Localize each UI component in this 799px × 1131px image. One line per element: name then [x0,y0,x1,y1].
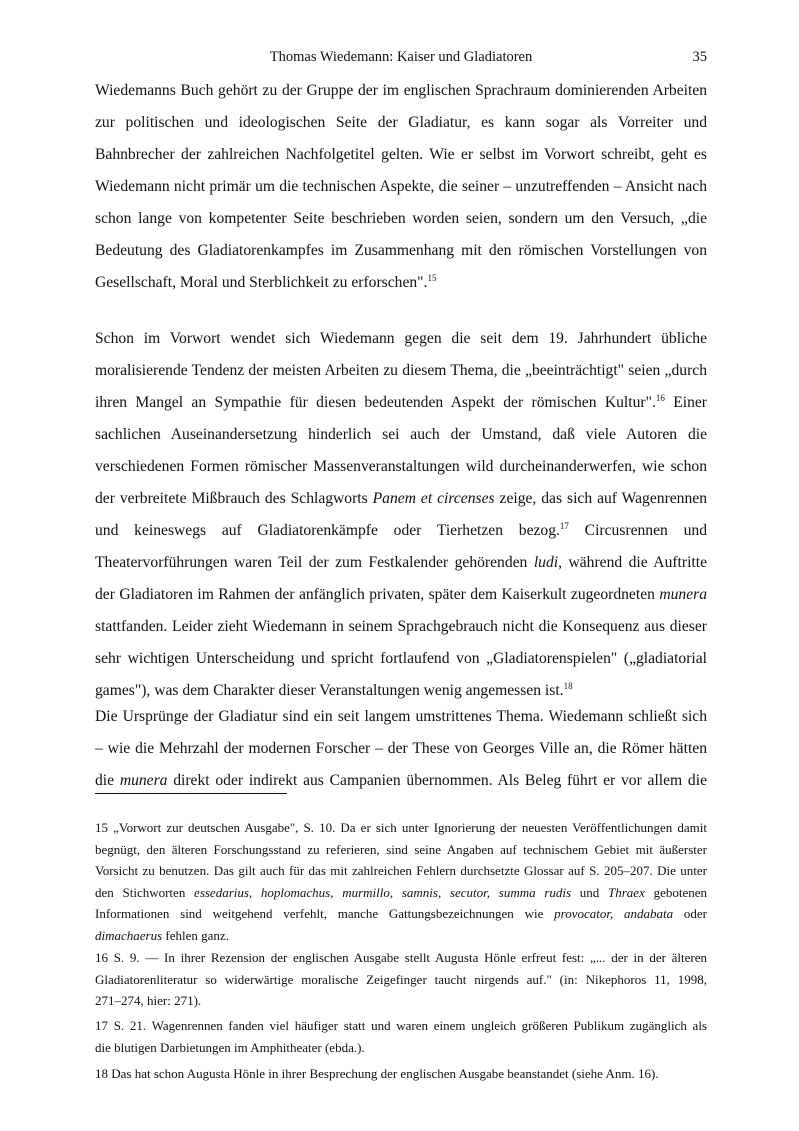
italic-text: ludi, [533,554,562,571]
text-line [95,733,707,765]
text-line [95,903,707,925]
text-line [95,387,707,419]
text-run: Bedeutung des Gladiatorenkampfes im Zusammenhang mit den römischen Vorstellungen von [95,242,707,259]
text-line [95,701,707,733]
text-run: den Stichworten [95,884,195,900]
paragraph-1 [95,75,707,299]
text-run: Wiedemann nicht primär um die technischen Aspekte, die seiner – unzutreffenden – Ansicht nach [95,178,707,195]
text-run: zeige, das sich auf Wagenrennen [494,490,707,507]
italic-text: provocator, andabata [554,906,674,921]
text-line [95,267,707,299]
text-run: Schon im Vorwort wendet sich Wiedemann gegen die seit dem 19. Jahrhundert übliche [95,330,707,347]
text-run: und [571,884,609,900]
footnote-17 [95,1015,707,1058]
footnote-reference[interactable]: 15 [427,273,437,283]
text-line [95,171,707,203]
text-run: gebotenen [644,884,708,900]
text-line [95,547,707,579]
text-run: sehr wichtigen Unterscheidung und spricht fortlaufend von „Gladiatorenspielen" („gladiatorial [95,650,707,667]
text-line [95,643,707,675]
text-line [95,419,707,451]
text-run: 16 S. 9. — In ihrer Rezension der englischen Ausgabe stellt Augusta Hönle erfreut fest: „... der in der älteren [95,950,707,965]
text-run: 17 S. 21. Wagenrennen fanden viel häufiger statt und waren einem ungleich größeren Publikum zugänglich als [95,1018,707,1033]
text-run: der Gladiatoren im Rahmen der anfänglich privaten, später dem Kaiserkult zugeordneten [95,586,660,603]
footnote-reference[interactable]: 18 [563,681,573,691]
text-run: stattfanden. Leider zieht Wiedemann in seinem Sprachgebrauch nicht die Konsequenz aus dieser [95,618,707,635]
text-run: Wiedemanns Buch gehört zu der Gruppe der im englischen Sprachraum dominierenden Arbeiten [95,82,707,99]
italic-text: dimachaerus [95,927,163,943]
text-line [95,75,707,107]
text-run: zur politischen und ideologischen Seite der Gladiatur, es kann sogar als Vorreiter und [95,114,707,131]
text-run: moralisierende Tendenz der meisten Arbeiten zu diesem Thema, die „beeinträchtigt" seien „durch [95,362,707,379]
text-line [95,882,707,904]
text-line [95,139,707,171]
text-run: ihren Mangel an Sympathie für diesen bedeutenden Aspekt der römischen Kultur". [95,394,656,411]
text-line [95,235,707,267]
text-run: Informationen sind weitgehend verfehlt, manche Gattungsbezeichnungen wie [95,906,555,921]
footnote-reference[interactable]: 16 [655,393,665,403]
text-line [95,579,707,611]
text-run: Die Ursprünge der Gladiatur sind ein seit langem umstrittenes Thema. Wiedemann schließt sich [95,708,707,725]
text-run: während die Auftritte [562,554,707,571]
paragraph-3 [95,701,707,797]
text-run: sachlichen Auseinandersetzung hinderlich sei auch der Umstand, daß viele Autoren die [95,426,707,443]
text-run: Vorsicht zu benutzen. Das gilt auch für das mit zahlreichen Fehlern durchsetzte Glossar auf S. 205–207. Die unter [95,863,707,878]
text-run: direkt oder indirekt aus Campanien übernommen. Als Beleg führt er vor allem die [167,772,707,789]
footnote-separator [95,793,287,794]
text-line [95,990,707,1012]
text-line [95,1037,707,1059]
text-line [95,483,707,515]
text-line [95,203,707,235]
text-run: Einer [664,394,707,411]
text-line [95,323,707,355]
text-run: begnügt, den älteren Forschungsstand zu referieren, sind seine Angaben auf technischem Gebiet mit äußerster [95,841,707,857]
text-run: der verbreitete Mißbrauch des Schlagworts [95,490,373,507]
text-run: und keineswegs auf Gladiatorenkämpfe oder Tierhetzen bezog. [95,522,560,539]
text-line [95,355,707,387]
text-line [95,860,707,882]
footnote-15 [95,817,707,946]
text-run: die [95,772,120,789]
text-run: verschiedenen Formen römischer Massenveranstaltungen wild durcheinanderwerfen, wie schon [95,458,707,475]
text-line [95,947,707,969]
text-line [95,1015,707,1037]
italic-text: Thraex [608,884,645,900]
text-run: Bahnbrecher der zahlreichen Nachfolgetitel gelten. Wie er selbst im Vorwort schreibt, geht es [95,146,707,163]
page-number: 35 [692,49,707,65]
text-run: Gesellschaft, Moral und Sterblichkeit zu erforschen". [95,274,428,291]
text-line [95,515,707,547]
text-run: die blutigen Darbietungen im Amphitheater (ebda.). [95,1039,365,1055]
footnote-16 [95,947,707,1012]
text-line [95,1063,707,1085]
running-header [95,49,707,66]
italic-text: Panem et circenses [372,490,495,507]
italic-text: munera [119,772,168,789]
text-line [95,451,707,483]
text-run: oder [673,906,707,921]
text-line [95,925,707,947]
running-title: Thomas Wiedemann: Kaiser und Gladiatoren [269,49,533,65]
text-run: games"), was dem Charakter dieser Veranstaltungen wenig angemessen ist. [95,682,564,699]
text-run: – wie die Mehrzahl der modernen Forscher – der These von Georges Ville an, die Römer hätten [95,740,707,757]
text-run: schon lange von kompetenter Seite beschrieben worden seien, sondern um den Versuch, „die [95,210,707,227]
text-run: Gladiatorenliteratur so widerwärtige moralische Zeigefinger taucht nirgends auf." (in: Nikephoros 11, 1998, [95,971,707,987]
text-run: 271–274, hier: 271). [95,993,202,1008]
text-run: 15 „Vorwort zur deutschen Ausgabe", S. 10. Da er sich unter Ignorierung der neuesten Veröffentlichungen damit [95,820,707,835]
italic-text: essedarius, hoplomachus, murmillo, samnis, secutor, summa rudis [194,884,572,900]
text-line [95,817,707,839]
text-line [95,839,707,861]
paragraph-2 [95,323,707,707]
text-run: fehlen ganz. [162,927,229,943]
footnote-18 [95,1063,707,1085]
text-run: 18 Das hat schon Augusta Hönle in ihrer Besprechung der englischen Ausgabe beanstandet (siehe Anm. 16). [95,1066,659,1081]
text-line [95,611,707,643]
footnote-reference[interactable]: 17 [559,521,569,531]
text-line [95,107,707,139]
text-line [95,969,707,991]
text-run: Circusrennen und [568,522,707,539]
text-run: Theatervorführungen waren Teil der zum Festkalender gehörenden [95,554,534,571]
italic-text: munera [659,586,707,603]
